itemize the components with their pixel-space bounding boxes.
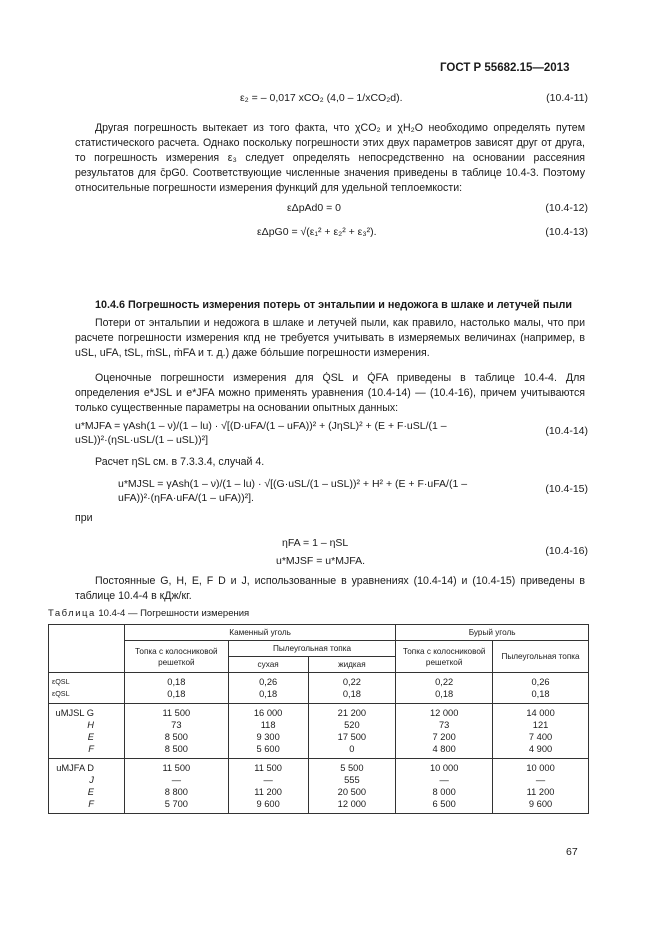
table-cell: 0,18 [435,689,454,699]
table-block-epsilon [49,673,589,704]
row-label-mjsl-1: H [87,720,94,730]
table-cell: 5 600 [256,744,280,754]
table-cell: 0,18 [531,689,550,699]
table-cell: 4 900 [528,744,553,754]
equation-10-4-11-number: (10.4-11) [546,92,588,104]
epsilon-col-3 [396,673,493,704]
paragraph-estimated-errors [75,371,585,416]
header-brown-pulverized: Пылеугольная топка [493,641,589,673]
epsilon-labels [49,673,125,704]
equation-10-4-16-line2 [276,555,365,567]
table-cell: — [263,775,273,785]
paragraph-estimated-errors-text: Оценочные погрешности измерения для Q̇SL и Q̇FA приведены в таблице 10.4-4. Для определения e*JSL и e*JFA можно применять уравнения (10.4-14) — (10.4-16), причем учитываются только существенные параметры на основании опытных данных: [75,372,585,414]
equation-10-4-12-text: εΔpAd0 = 0 [287,202,342,214]
row-label-eps-0: εQSL [52,677,70,686]
epsilon-col-1 [228,673,308,704]
paragraph-other-error-text: Другая погрешность вытекает из того факта, что χCO₂ и χH₂O необходимо определять путем статистического расчета. Однако поскольку погрешности этих двух параметров зависят друг от друга, то погрешность измерения ε₃ следует определять непосредственно на основании рассеяния результатов для c̄pG0. Соответствующие численные значения приведены в таблице 10.4-3. Поэтому относительные погрешности измерения функций для удельной теплоемкости: [75,122,585,194]
epsilon-col-0 [124,673,228,704]
equation-10-4-16-line1 [282,537,348,549]
table-cell: 11 500 [254,763,282,773]
table-cell: 5 700 [164,799,188,809]
section-heading-10-4-6: 10.4.6 Погрешность измерения потерь от энтальпии и недожога в шлаке и летучей пыли [95,299,572,311]
equation-10-4-16-number: (10.4-16) [545,545,588,557]
table-cell: 10 000 [429,763,459,773]
table-cell: 73 [439,720,450,730]
table-cell: 8 000 [432,787,456,797]
table-cell: 9 600 [528,799,553,809]
mjfa-col-0 [124,759,228,814]
header-brown-coal: Бурый уголь [396,625,589,641]
table-cell: 7 200 [432,732,456,742]
mjsl-col-4 [493,704,589,759]
equation-10-4-15 [118,477,528,505]
mjfa-labels [49,759,125,814]
epsilon-col-4 [493,673,589,704]
header-wet: жидкая [308,657,396,673]
paragraph-other-error [75,121,585,196]
equation-10-4-14 [75,419,525,447]
equation-10-4-14-text: u*MJFA = γAsh(1 – ν)/(1 – lu) · √[(D·uFA/(1 – uFA))² + (JηSL)² + (E + F·uSL/(1 – uSL))²·(ηSL·uSL/(1 – uSL))²] [75,420,447,446]
table-cell: 10 000 [526,763,555,773]
mjsl-col-2 [308,704,396,759]
table-block-mjfa [49,759,589,814]
equation-10-4-13 [257,226,377,238]
mjsl-col-0 [124,704,228,759]
row-label-mjfa-2: E [87,787,94,797]
row-label-mjsl-0: uMJSL G [55,708,94,718]
document-code: ГОСТ Р 55682.15—2013 [440,62,570,74]
table-cell: 12 000 [337,799,367,809]
table-cell: 8 800 [164,787,188,797]
epsilon-col-2 [308,673,396,704]
table-cell: 17 500 [337,732,367,742]
row-label-mjfa-3: F [88,799,94,809]
equation-10-4-13-number: (10.4-13) [545,226,588,238]
table-caption [48,608,249,619]
table-cell: 6 500 [432,799,456,809]
table-cell: 0,22 [435,677,454,687]
mjsl-col-1 [228,704,308,759]
equation-10-4-11 [240,92,403,104]
equation-10-4-12-number: (10.4-12) [545,202,588,214]
equation-10-4-16-line1-text: ηFA = 1 – ηSL [282,537,349,549]
table-cell: 5 500 [340,763,364,773]
table-cell: 11 200 [254,787,282,797]
row-label-mjsl-3: F [88,744,94,754]
table-header-row-2 [49,641,589,657]
table-cell: 4 800 [432,744,456,754]
table-cell: 73 [171,720,182,730]
table-cell: 0,18 [259,689,278,699]
paragraph-losses-text: Потери от энтальпии и недожога в шлаке и летучей пыли, как правило, настолько малы, что при расчете погрешности измерения кпд не требуется учитывать в измеряемых величинах (например, в uSL, uFA, tSL, ṁSL, ṁFA и т. д.) даже бóльшие погрешности измерения. [75,317,585,359]
mjsl-col-3 [396,704,493,759]
equation-10-4-14-number: (10.4-14) [545,425,588,437]
header-hard-grate: Топка с колосниковой решеткой [124,641,228,673]
table-cell: 555 [344,775,360,785]
table-cell: — [439,775,449,785]
table-cell: — [171,775,181,785]
table-cell: 14 000 [526,708,555,718]
equation-10-4-13-text: εΔpG0 = √(ε₁² + ε₂² + ε₃²). [257,226,377,238]
paragraph-losses [75,316,585,361]
table-caption-word: Таблица [48,608,96,619]
table-block-mjsl [49,704,589,759]
header-brown-grate: Топка с колосниковой решеткой [396,641,493,673]
row-label-mjfa-0: uMJFA D [56,763,94,773]
table-cell: 9 300 [256,732,280,742]
table-cell: 11 500 [162,763,191,773]
table-cell: 0,18 [167,689,186,699]
equation-10-4-15-text: u*MJSL = γAsh(1 – ν)/(1 – lu) · √[(G·uSL/(1 – uSL))² + H² + (E + F·uFA/(1 – uFA))²·(ηFA·uFA/(1 – uFA))²]. [118,478,468,504]
header-hard-coal: Каменный уголь [124,625,395,641]
table-header-empty [49,625,125,673]
mjfa-col-1 [228,759,308,814]
table-cell: 0,26 [259,677,278,687]
equation-10-4-12 [287,202,341,214]
table-cell: 16 000 [253,708,283,718]
page-number: 67 [566,846,578,858]
table-cell: 20 500 [337,787,367,797]
table-cell: 8 500 [164,732,188,742]
table-header-row-1 [49,625,589,641]
table-cell: 21 200 [337,708,367,718]
table-cell: 0 [349,744,355,754]
mjsl-labels [49,704,125,759]
mjfa-col-3 [396,759,493,814]
row-label-mjsl-2: E [87,732,94,742]
table-cell: 9 600 [256,799,280,809]
table-cell: — [535,775,546,785]
table-cell: 0,22 [342,677,361,687]
header-hard-pulverized: Пылеугольная топка [228,641,396,657]
equation-10-4-11-text: ε₂ = – 0,017 xCO₂ (4,0 – 1/xCO₂d). [240,92,403,104]
word-when: при [75,512,93,524]
table-cell: 0,18 [167,677,186,687]
equation-10-4-15-number: (10.4-15) [545,483,588,495]
errors-table [48,624,589,814]
table-cell: 12 000 [429,708,459,718]
table-cell: 11 200 [526,787,555,797]
paragraph-constants [75,574,585,604]
table-cell: 7 400 [528,732,553,742]
table-cell: 520 [344,720,360,730]
table-cell: 8 500 [164,744,188,754]
table-cell: 11 500 [162,708,191,718]
table-cell: 118 [260,720,276,730]
mjfa-col-2 [308,759,396,814]
mjfa-col-4 [493,759,589,814]
paragraph-eta-sl-text: Расчет ηSL см. в 7.3.3.4, случай 4. [95,456,265,468]
table-cell: 121 [532,720,549,730]
row-label-eps-1: εQSL [52,689,70,698]
table-cell: 0,26 [531,677,550,687]
table-cell: 0,18 [342,689,361,699]
header-dry: сухая [228,657,308,673]
row-label-mjfa-1: J [89,775,94,785]
table-caption-rest: 10.4-4 — Погрешности измерения [98,608,250,619]
paragraph-constants-text: Постоянные G, H, E, F D и J, использованные в уравнениях (10.4-14) и (10.4-15) приведены в таблице 10.4-4 в кДж/кг. [75,575,585,602]
equation-10-4-16-line2-text: u*MJSF = u*MJFA. [276,555,365,567]
paragraph-eta-sl [75,455,585,470]
